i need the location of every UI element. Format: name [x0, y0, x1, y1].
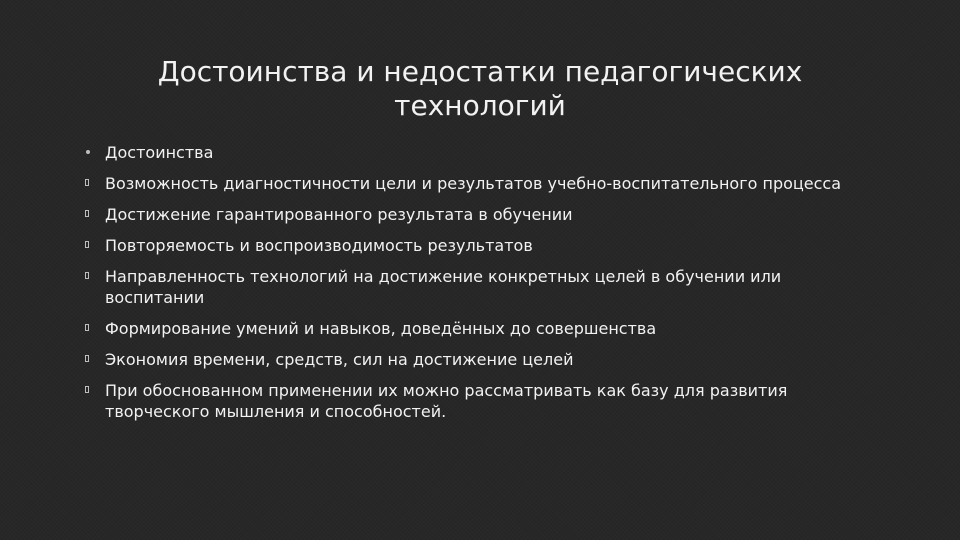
list-item [80, 318, 860, 339]
list-item-text: Формирование умений и навыков, доведённых до совершенства [105, 319, 657, 338]
list-item [80, 142, 860, 163]
bullet-square-icon [85, 324, 89, 331]
slide-content [80, 142, 860, 432]
bullet-square-icon [85, 272, 89, 279]
list-item-text: Достоинства [105, 143, 214, 162]
list-item-text: Направленность технологий на достижение конкретных целей в обучении или воспитании [105, 267, 782, 307]
bullet-square-icon [85, 241, 89, 248]
list-item-text: Экономия времени, средств, сил на достижение целей [105, 350, 574, 369]
list-item-text: При обоснованном применении их можно рассматривать как базу для развития творческого мышления и способностей. [105, 381, 788, 421]
bullet-square-icon [85, 355, 89, 362]
list-item [80, 235, 860, 256]
slide-title: Достоинства и недостатки педагогических технологий [157, 55, 803, 122]
list-item-text: Возможность диагностичности цели и результатов учебно-воспитательного процесса [105, 174, 842, 193]
bullet-square-icon [85, 179, 89, 186]
list-item [80, 204, 860, 225]
bullet-square-icon [85, 386, 89, 393]
bullet-square-icon [85, 210, 89, 217]
bullet-dot-icon [86, 150, 90, 154]
bullet-list [80, 142, 860, 422]
list-item [80, 266, 860, 308]
list-item [80, 349, 860, 370]
list-item [80, 173, 860, 194]
list-item [80, 380, 860, 422]
list-item-text: Повторяемость и воспроизводимость результатов [105, 236, 533, 255]
list-item-text: Достижение гарантированного результата в обучении [105, 205, 573, 224]
